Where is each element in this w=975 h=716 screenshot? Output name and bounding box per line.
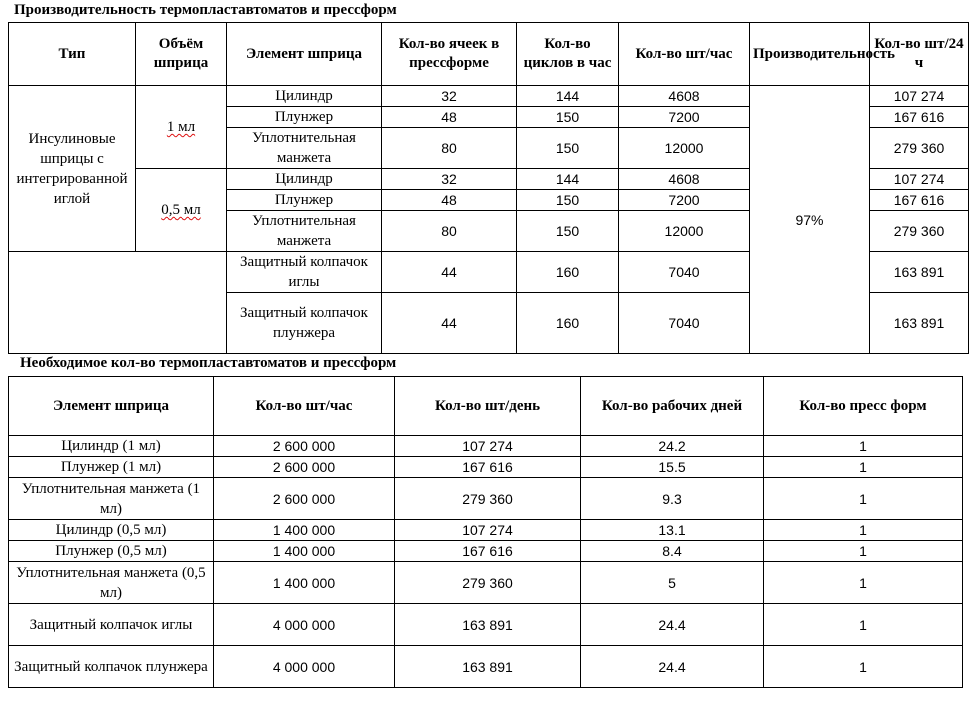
per-hour-value: 7200	[619, 190, 750, 211]
header-efficiency: Производительность	[750, 23, 870, 86]
element-cell: Защитный колпачок плунжера	[9, 646, 214, 688]
per-day-value: 163 891	[395, 646, 581, 688]
volume-cell: 0,5 мл	[136, 169, 227, 252]
work-days-value: 24.4	[581, 646, 764, 688]
cycles-count: 150	[517, 190, 619, 211]
per-day-value: 167 616	[395, 541, 581, 562]
element-cell: Плунжер (1 мл)	[9, 457, 214, 478]
per-day-value: 279 360	[395, 562, 581, 604]
cells-count: 48	[382, 190, 517, 211]
table-row	[9, 604, 963, 646]
molds-value: 1	[764, 436, 963, 457]
element-cell: Защитный колпачок плунжера	[227, 293, 382, 354]
element-cell: Плунжер (0,5 мл)	[9, 541, 214, 562]
table2-title: Необходимое кол-во термопластавтоматов и прессформ	[20, 355, 397, 371]
cycles-count: 144	[517, 86, 619, 107]
per-day-value: 167 616	[870, 107, 969, 128]
cells-count: 44	[382, 252, 517, 293]
table-row	[9, 520, 963, 541]
per-hour-value: 2 600 000	[214, 457, 395, 478]
productivity-table	[8, 22, 969, 354]
cycles-count: 150	[517, 107, 619, 128]
element-cell: Уплотнительная манжета (0,5 мл)	[9, 562, 214, 604]
volume-cell: 1 мл	[136, 86, 227, 169]
per-day-value: 279 360	[870, 211, 969, 252]
element-cell: Плунжер	[227, 107, 382, 128]
required-machines-table	[8, 376, 963, 688]
element-cell: Цилиндр (0,5 мл)	[9, 520, 214, 541]
table-row	[9, 457, 963, 478]
cycles-count: 150	[517, 211, 619, 252]
work-days-value: 9.3	[581, 478, 764, 520]
per-hour-value: 4608	[619, 86, 750, 107]
per-hour-value: 2 600 000	[214, 478, 395, 520]
element-cell: Цилиндр	[227, 169, 382, 190]
table2-header-row	[9, 377, 963, 436]
header-per-hour: Кол-во шт/час	[214, 377, 395, 436]
header-element: Элемент шприца	[227, 23, 382, 86]
efficiency-cell: 97%	[750, 86, 870, 354]
molds-value: 1	[764, 478, 963, 520]
cells-count: 32	[382, 169, 517, 190]
per-day-value: 279 360	[870, 128, 969, 169]
type-cell: Инсулиновые шприцы с интегрированной иглой	[9, 86, 136, 252]
per-day-value: 279 360	[395, 478, 581, 520]
header-per-day: Кол-во шт/24 ч	[870, 23, 969, 86]
per-hour-value: 1 400 000	[214, 520, 395, 541]
header-element: Элемент шприца	[9, 377, 214, 436]
per-hour-value: 4 000 000	[214, 646, 395, 688]
per-hour-value: 4608	[619, 169, 750, 190]
per-day-value: 167 616	[870, 190, 969, 211]
header-work-days: Кол-во рабочих дней	[581, 377, 764, 436]
work-days-value: 24.2	[581, 436, 764, 457]
cells-count: 32	[382, 86, 517, 107]
per-hour-value: 12000	[619, 128, 750, 169]
header-per-hour: Кол-во шт/час	[619, 23, 750, 86]
cells-count: 48	[382, 107, 517, 128]
molds-value: 1	[764, 457, 963, 478]
per-day-value: 163 891	[870, 252, 969, 293]
per-hour-value: 12000	[619, 211, 750, 252]
cycles-count: 160	[517, 252, 619, 293]
per-hour-value: 1 400 000	[214, 562, 395, 604]
header-per-day: Кол-во шт/день	[395, 377, 581, 436]
header-volume: Объём шприца	[136, 23, 227, 86]
molds-value: 1	[764, 541, 963, 562]
table-row	[9, 86, 969, 107]
work-days-value: 24.4	[581, 604, 764, 646]
per-day-value: 167 616	[395, 457, 581, 478]
table-row	[9, 646, 963, 688]
element-cell: Уплотнительная манжета (1 мл)	[9, 478, 214, 520]
header-molds: Кол-во пресс форм	[764, 377, 963, 436]
table1-header-row	[9, 23, 969, 86]
cycles-count: 144	[517, 169, 619, 190]
per-hour-value: 7040	[619, 252, 750, 293]
work-days-value: 5	[581, 562, 764, 604]
element-cell: Цилиндр	[227, 86, 382, 107]
element-cell: Защитный колпачок иглы	[227, 252, 382, 293]
element-cell: Уплотнительная манжета	[227, 211, 382, 252]
table1-title: Производительность термопластавтоматов и прессформ	[14, 2, 397, 18]
per-day-value: 107 274	[395, 436, 581, 457]
work-days-value: 8.4	[581, 541, 764, 562]
header-type: Тип	[9, 23, 136, 86]
element-cell: Цилиндр (1 мл)	[9, 436, 214, 457]
cells-count: 44	[382, 293, 517, 354]
table-row	[9, 541, 963, 562]
per-day-value: 163 891	[395, 604, 581, 646]
element-cell: Защитный колпачок иглы	[9, 604, 214, 646]
header-cells: Кол-во ячеек в прессформе	[382, 23, 517, 86]
per-day-value: 107 274	[395, 520, 581, 541]
cells-count: 80	[382, 128, 517, 169]
cells-count: 80	[382, 211, 517, 252]
per-hour-value: 2 600 000	[214, 436, 395, 457]
per-hour-value: 7040	[619, 293, 750, 354]
per-hour-value: 7200	[619, 107, 750, 128]
molds-value: 1	[764, 520, 963, 541]
per-hour-value: 1 400 000	[214, 541, 395, 562]
table-row	[9, 478, 963, 520]
header-cycles: Кол-во циклов в час	[517, 23, 619, 86]
table-row	[9, 562, 963, 604]
table-row	[9, 436, 963, 457]
molds-value: 1	[764, 604, 963, 646]
per-day-value: 107 274	[870, 86, 969, 107]
per-day-value: 107 274	[870, 169, 969, 190]
work-days-value: 15.5	[581, 457, 764, 478]
cycles-count: 160	[517, 293, 619, 354]
element-cell: Уплотнительная манжета	[227, 128, 382, 169]
per-hour-value: 4 000 000	[214, 604, 395, 646]
cycles-count: 150	[517, 128, 619, 169]
element-cell: Плунжер	[227, 190, 382, 211]
empty-cell	[9, 252, 227, 354]
per-day-value: 163 891	[870, 293, 969, 354]
work-days-value: 13.1	[581, 520, 764, 541]
molds-value: 1	[764, 562, 963, 604]
molds-value: 1	[764, 646, 963, 688]
